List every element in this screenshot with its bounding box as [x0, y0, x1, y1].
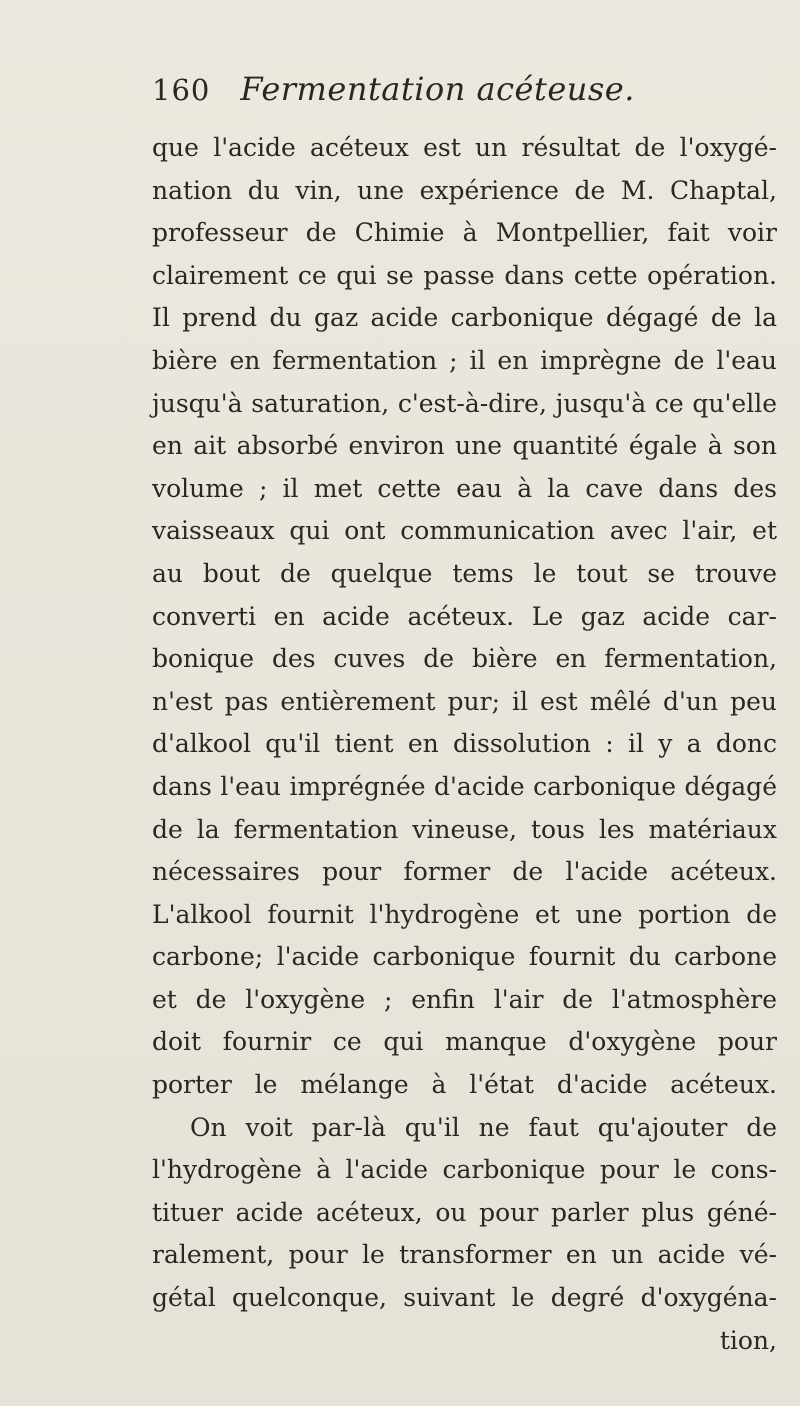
text-line: jusqu'à saturation, c'est-à-dire, jusqu'à ce qu'elle — [152, 388, 777, 418]
text-line: de la fermentation vineuse, tous les matériaux — [152, 814, 777, 844]
text-line: volume ; il met cette eau à la cave dans des — [152, 473, 777, 503]
text-line: au bout de quelque tems le tout se trouve — [152, 558, 777, 588]
text-line: tituer acide acéteux, ou pour parler plus géné- — [152, 1197, 777, 1227]
running-title: Fermentation acéteuse. — [240, 70, 635, 108]
text-line: porter le mélange à l'état d'acide acéteux. — [152, 1070, 777, 1100]
paragraph-start-line: On voit par-là qu'il ne faut qu'ajouter de — [190, 1112, 777, 1142]
text-line: dans l'eau imprégnée d'acide carbonique dégagé — [152, 771, 777, 801]
text-line: clairement ce qui se passe dans cette opération. — [152, 260, 777, 290]
page-number: 160 — [152, 73, 211, 107]
text-line: Il prend du gaz acide carbonique dégagé de la — [152, 303, 777, 333]
text-line: n'est pas entièrement pur; il est mêlé d'un peu — [152, 686, 777, 716]
text-line: en ait absorbé environ une quantité égale à son — [152, 431, 777, 461]
text-line: vaisseaux qui ont communication avec l'air, et — [152, 516, 777, 546]
text-line: carbone; l'acide carbonique fournit du carbone — [152, 942, 777, 972]
text-line: l'hydrogène à l'acide carbonique pour le cons- — [152, 1155, 777, 1185]
text-line: converti en acide acéteux. Le gaz acide car- — [152, 601, 777, 631]
text-line: professeur de Chimie à Montpellier, fait voir — [152, 218, 777, 248]
text-line: nécessaires pour former de l'acide acéteux. — [152, 857, 777, 887]
text-line: bonique des cuves de bière en fermentation, — [152, 644, 777, 674]
text-line: d'alkool qu'il tient en dissolution : il y a donc — [152, 729, 777, 759]
catchword-line: tion, — [719, 1325, 777, 1355]
text-line: L'alkool fournit l'hydrogène et une portion de — [152, 899, 777, 929]
text-line: bière en fermentation ; il en imprègne de l'eau — [152, 345, 777, 375]
text-line: nation du vin, une expérience de M. Chaptal, — [152, 175, 777, 205]
text-line: ralement, pour le transformer en un acide vé- — [152, 1240, 777, 1270]
page-header — [152, 70, 635, 120]
body-text — [152, 127, 777, 1362]
text-line: doit fournir ce qui manque d'oxygène pour — [152, 1027, 777, 1057]
text-line: et de l'oxygène ; enfin l'air de l'atmosphère — [152, 984, 777, 1014]
text-line: que l'acide acéteux est un résultat de l'oxygé- — [152, 133, 777, 162]
text-line: gétal quelconque, suivant le degré d'oxygéna- — [152, 1283, 777, 1313]
